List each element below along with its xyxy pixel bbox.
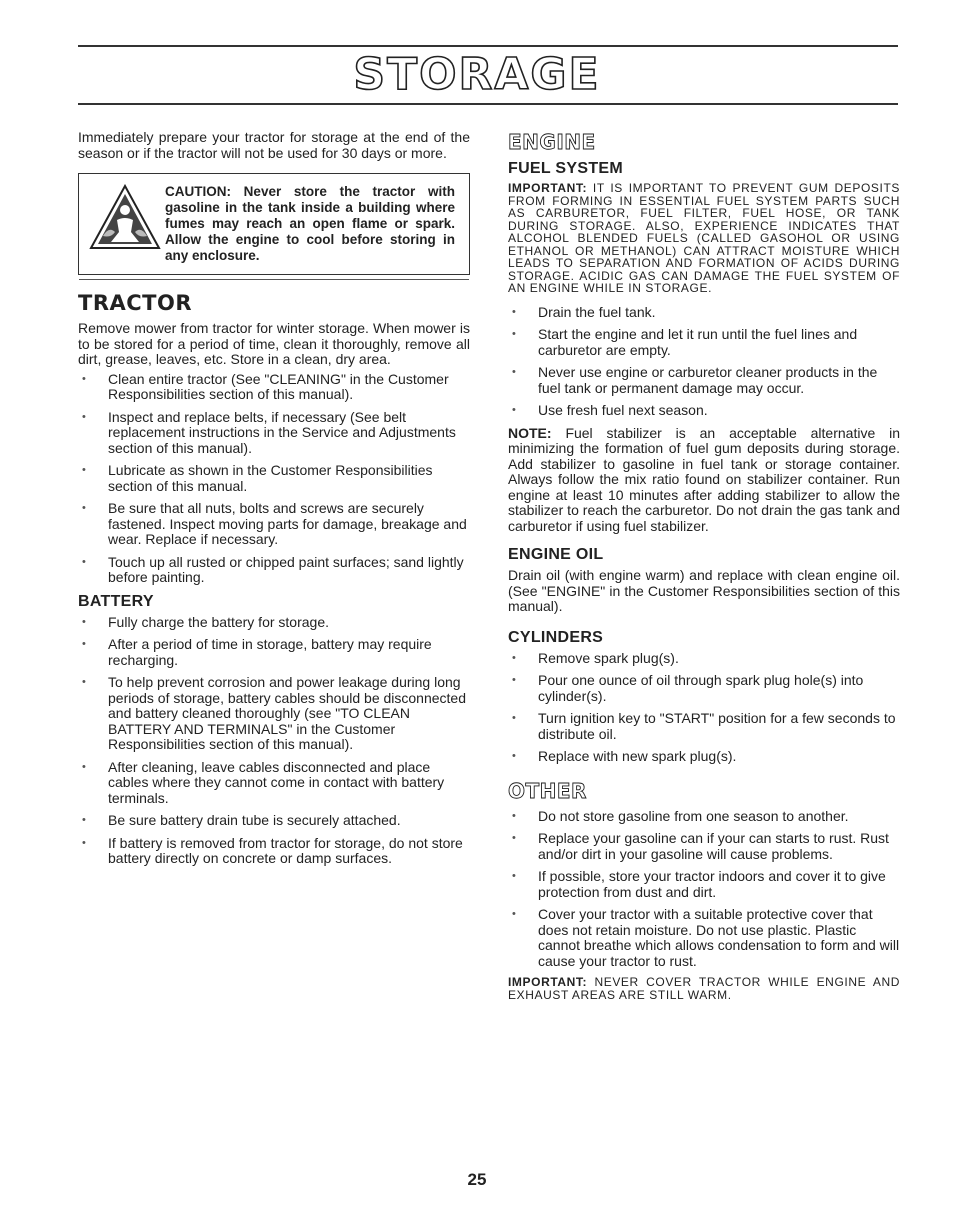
list-item: • Start the engine and let it run until the fuel lines and carburetor are empty. bbox=[508, 327, 900, 358]
other-heading: OTHER bbox=[508, 778, 587, 803]
fuel-list bbox=[508, 305, 900, 419]
list-item: • Remove spark plug(s). bbox=[508, 651, 900, 667]
other-list bbox=[508, 809, 900, 970]
list-item: • Be sure that all nuts, bolts and screws are securely fastened. Inspect moving parts for damage, breakage and wear. Replace if necessary. bbox=[78, 501, 470, 548]
important-label: IMPORTANT: bbox=[508, 181, 588, 195]
caution-underline bbox=[79, 279, 469, 280]
note-label: NOTE: bbox=[508, 424, 552, 441]
header-rule-top bbox=[78, 45, 898, 47]
tractor-list bbox=[78, 372, 470, 586]
list-item: • Fully charge the battery for storage. bbox=[78, 615, 470, 631]
list-item: • If possible, store your tractor indoors and cover it to give protection from dust and dirt. bbox=[508, 869, 900, 900]
battery-heading: BATTERY bbox=[78, 592, 154, 610]
caution-box bbox=[78, 173, 470, 275]
intro-text: Immediately prepare your tractor for storage at the end of the season or if the tractor will not be used for 30 days or more. bbox=[78, 129, 470, 161]
list-item: • Never use engine or carburetor cleaner products in the fuel tank or permanent damage may occur. bbox=[508, 365, 900, 396]
important-label: IMPORTANT: bbox=[508, 975, 588, 989]
note-body: Fuel stabilizer is an acceptable alternative in minimizing the formation of fuel gum deposits during storage. Add stabilizer to gasoline in fuel tank or storage container. Always follow the mix ratio found on stabilizer container. Run engine at least 10 minutes after adding stabilizer to allow the stabilizer to reach the carburetor. Do not drain the gas tank and carburetor if using fuel stabilizer. bbox=[508, 424, 901, 534]
list-item: • Clean entire tractor (See "CLEANING" in the Customer Responsibilities section of this manual). bbox=[78, 372, 470, 403]
header-rule-bottom bbox=[78, 103, 898, 105]
engine-heading: ENGINE bbox=[508, 130, 596, 154]
list-item: • After cleaning, leave cables disconnected and place cables where they cannot come in contact with battery terminals. bbox=[78, 760, 470, 807]
cylinders-heading: CYLINDERS bbox=[508, 628, 604, 646]
list-item: • Replace your gasoline can if your can starts to rust. Rust and/or dirt in your gasoline will cause problems. bbox=[508, 831, 900, 862]
list-item: • Lubricate as shown in the Customer Responsibilities section of this manual. bbox=[78, 463, 470, 494]
left-column bbox=[78, 130, 470, 874]
fuel-important-text bbox=[508, 182, 900, 295]
list-item: • If battery is removed from tractor for storage, do not store battery directly on concrete or damp surfaces. bbox=[78, 836, 470, 867]
tractor-intro: Remove mower from tractor for winter storage. When mower is to be stored for a period of time, clean it thoroughly, remove all dirt, grease, leaves, etc. Store in a clean, dry area. bbox=[78, 320, 470, 367]
engine-oil-text: Drain oil (with engine warm) and replace with clean engine oil. (See "ENGINE" in the Customer Responsibilities section of this manual). bbox=[508, 567, 900, 614]
engine-oil-heading: ENGINE OIL bbox=[508, 546, 604, 563]
battery-list bbox=[78, 615, 470, 867]
page-number: 25 bbox=[467, 1170, 487, 1189]
list-item: • Use fresh fuel next season. bbox=[508, 403, 900, 419]
important-body: IT IS IMPORTANT TO PREVENT GUM DEPOSITS FROM FORMING IN ESSENTIAL FUEL SYSTEM PARTS SUCH AS CARBURETOR, FUEL FILTER, FUEL HOSE, OR TANK DURING STORAGE. ALSO, EXPERIENCE INDICATES THAT ALCOHOL BLENDED FUELS (CALLED GASOHOL OR USING ETHANOL OR METHANOL) CAN ATTRACT MOISTURE WHICH LEADS TO SEPARATION AND FORMATION OF ACIDS DURING STORAGE. ACIDIC GAS CAN DAMAGE THE FUEL SYSTEM OF AN ENGINE WHILE IN STORAGE. bbox=[508, 181, 901, 295]
list-item: • Do not store gasoline from one season to another. bbox=[508, 809, 900, 825]
list-item: • Cover your tractor with a suitable protective cover that does not retain moisture. Do not use plastic. Plastic cannot breathe which allows condensation to form and will cause your tractor to rust. bbox=[508, 907, 900, 969]
list-item: • Inspect and replace belts, if necessary (See belt replacement instructions in the Service and Adjustments section of this manual). bbox=[78, 410, 470, 457]
right-column bbox=[508, 130, 900, 1011]
list-item: • Replace with new spark plug(s). bbox=[508, 749, 900, 765]
cylinders-list bbox=[508, 651, 900, 765]
fuel-note bbox=[508, 426, 900, 535]
list-item: • To help prevent corrosion and power leakage during long periods of storage, battery cables should be disconnected and battery cleaned thoroughly (see "TO CLEAN BATTERY AND TERMINALS" in the Customer Responsibilities section of this manual). bbox=[78, 675, 470, 753]
warning-triangle-icon bbox=[89, 184, 161, 250]
list-item: • After a period of time in storage, battery may require recharging. bbox=[78, 637, 470, 668]
list-item: • Pour one ounce of oil through spark plug hole(s) into cylinder(s). bbox=[508, 673, 900, 704]
list-item: • Drain the fuel tank. bbox=[508, 305, 900, 321]
fuel-system-heading: FUEL SYSTEM bbox=[508, 160, 624, 177]
other-important-text bbox=[508, 976, 900, 1001]
list-item: • Be sure battery drain tube is securely attached. bbox=[78, 813, 470, 829]
list-item: • Turn ignition key to "START" position for a few seconds to distribute oil. bbox=[508, 711, 900, 742]
caution-text: CAUTION: Never store the tractor with gasoline in the tank inside a building where fumes may reach an open flame or spark. Allow the engine to cool before storing in any enclosure. bbox=[165, 184, 455, 263]
tractor-heading: TRACTOR bbox=[78, 291, 193, 315]
important-body: NEVER COVER TRACTOR WHILE ENGINE AND EXHAUST AREAS ARE STILL WARM. bbox=[508, 975, 900, 1002]
page-title: STORAGE bbox=[353, 49, 601, 100]
list-item: • Touch up all rusted or chipped paint surfaces; sand lightly before painting. bbox=[78, 555, 470, 586]
